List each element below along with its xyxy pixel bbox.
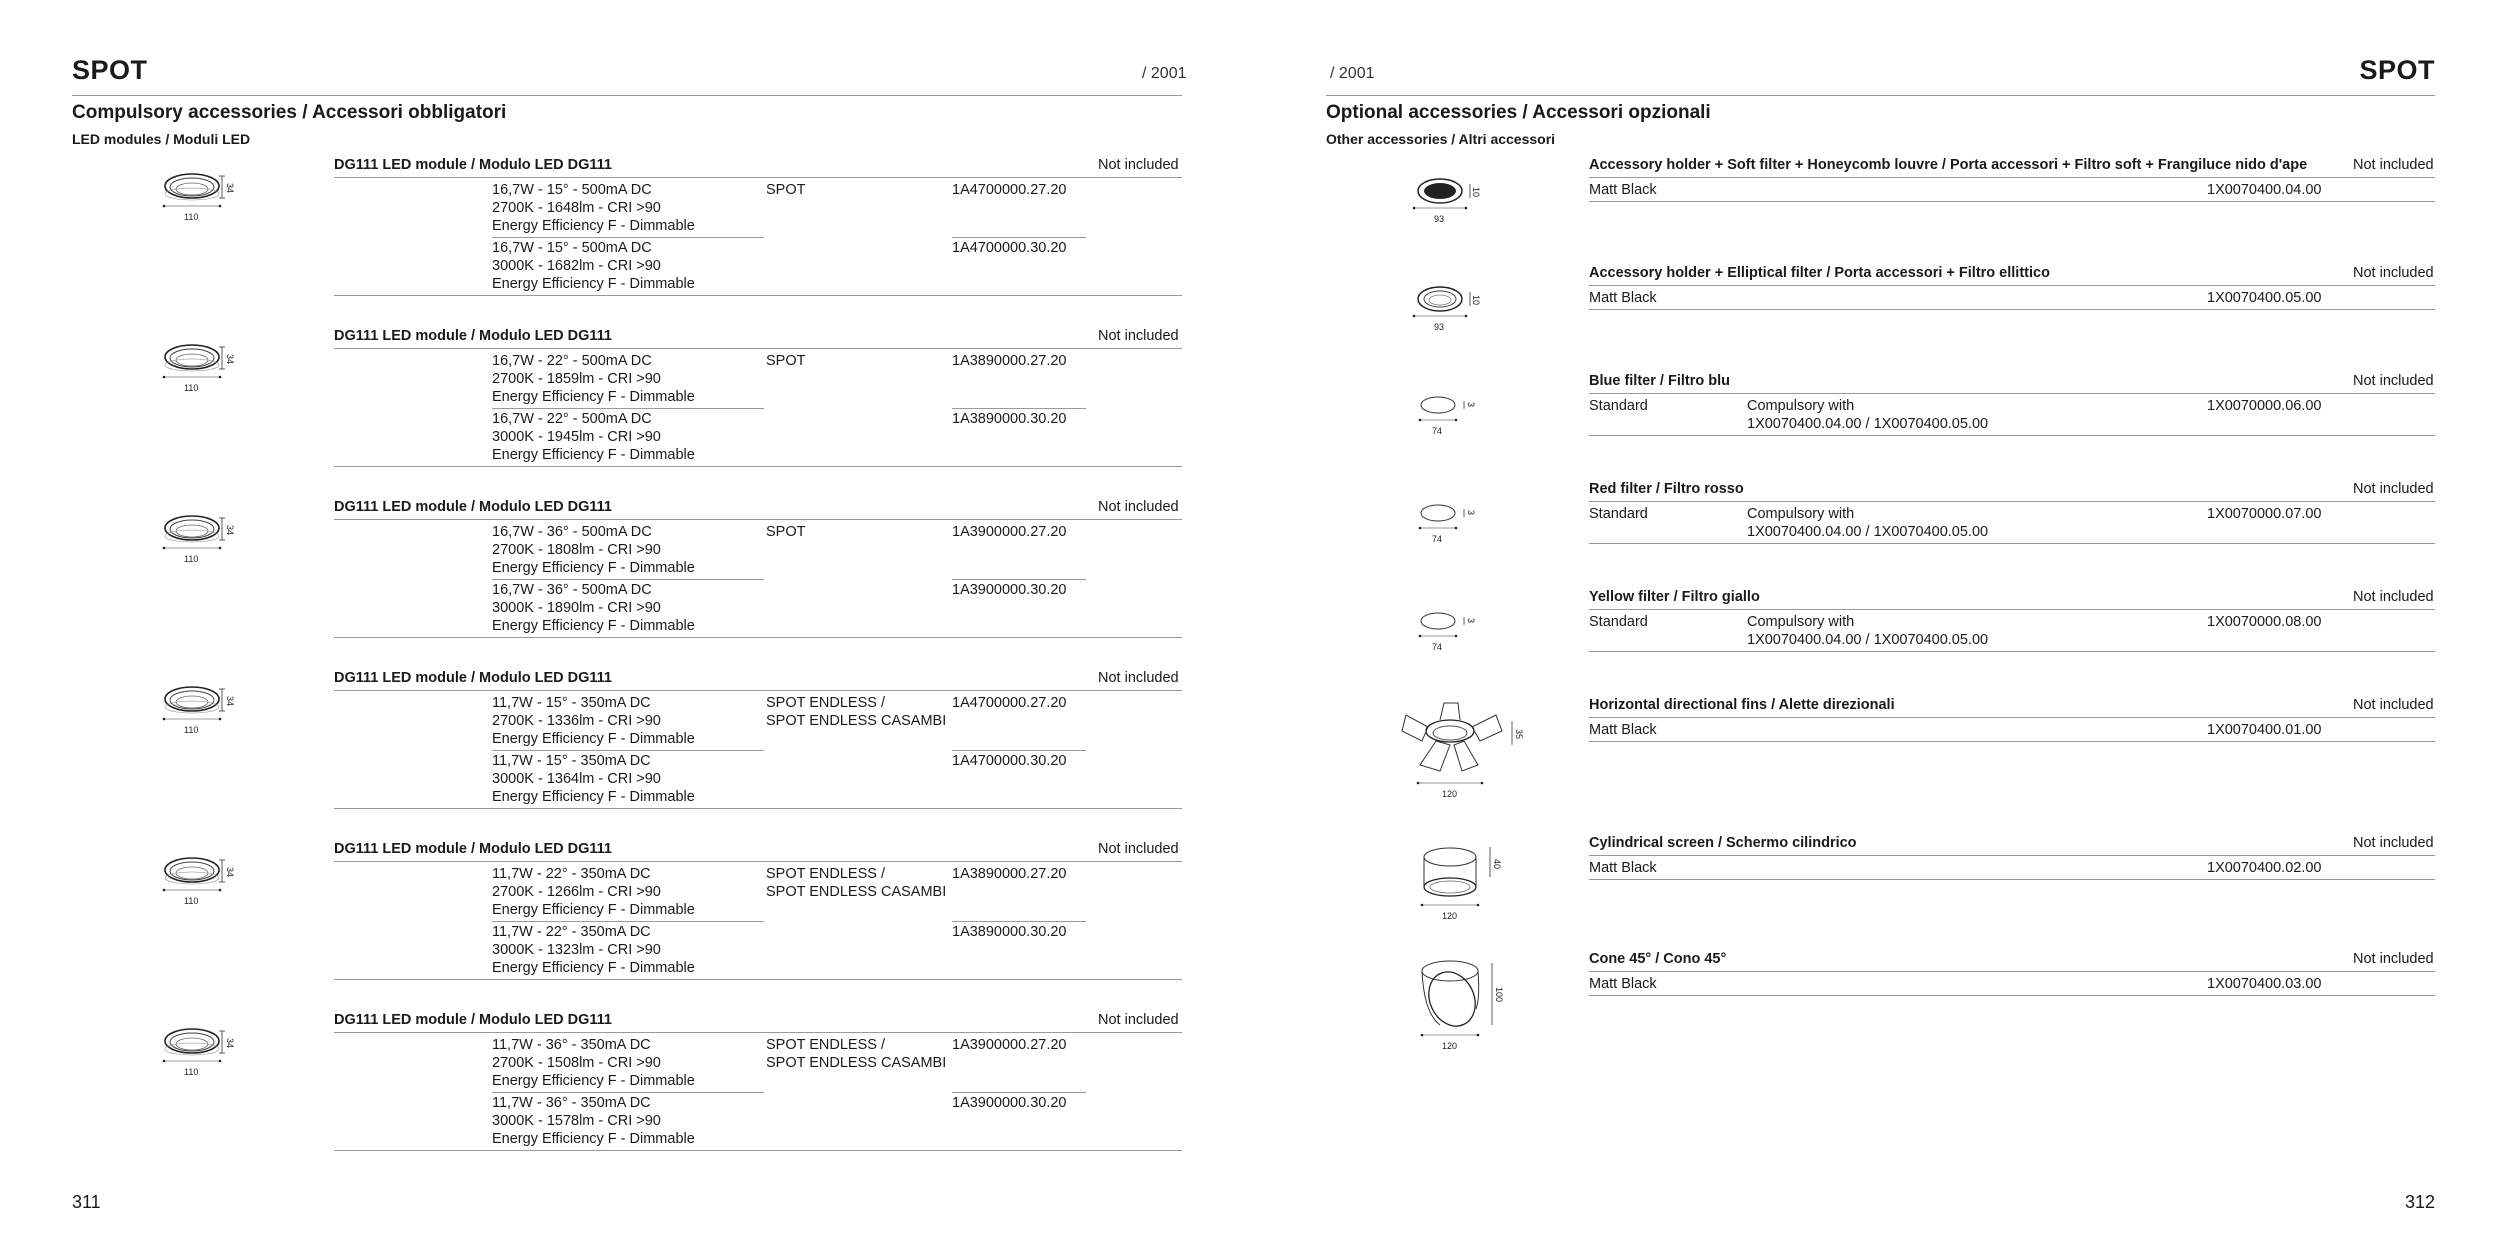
- product-family-line: SPOT: [766, 182, 806, 198]
- led-spec-block: [492, 352, 695, 406]
- led-module-drawing-icon: [150, 675, 260, 750]
- led-spec-line: 16,7W - 22° - 500mA DC: [492, 353, 652, 369]
- product-code: 1A3890000.27.20: [952, 353, 1067, 369]
- led-module-title: DG111 LED module / Modulo LED DG111: [334, 670, 612, 686]
- filter-disc-icon: [1392, 491, 1532, 551]
- item-bottom-rule: [1589, 543, 2435, 544]
- screen-width-label: 120: [1442, 911, 1458, 921]
- product-family-label: [766, 694, 946, 730]
- led-spec-block: [492, 1036, 695, 1090]
- led-module-drawing-icon: [150, 162, 260, 237]
- group-bottom-rule: [334, 637, 1182, 638]
- accessory-title: Accessory holder + Elliptical filter / Porta accessori + Filtro ellittico: [1589, 265, 2050, 281]
- led-spec-line: 2700K - 1808lm - CRI >90: [492, 542, 661, 558]
- led-spec-line: 11,7W - 36° - 350mA DC: [492, 1095, 651, 1111]
- led-spec-line: Energy Efficiency F - Dimmable: [492, 618, 695, 634]
- led-spec-line: 16,7W - 36° - 500mA DC: [492, 582, 652, 598]
- led-spec-line: Energy Efficiency F - Dimmable: [492, 731, 695, 747]
- left-brand-title: SPOT: [72, 55, 148, 85]
- group-header-rule: [334, 519, 1182, 520]
- row-divider: [492, 750, 764, 751]
- filter-thickness-label: 3: [1466, 402, 1476, 408]
- led-module-title: DG111 LED module / Modulo LED DG111: [334, 499, 612, 515]
- led-spec-line: 16,7W - 36° - 500mA DC: [492, 524, 652, 540]
- included-status-label: Not included: [1098, 841, 1179, 857]
- product-family-line: SPOT ENDLESS /: [766, 1037, 885, 1053]
- right-brand-title: SPOT: [2359, 55, 2435, 85]
- led-spec-line: 11,7W - 36° - 350mA DC: [492, 1037, 651, 1053]
- product-code: 1A3900000.30.20: [952, 582, 1067, 598]
- led-spec-line: 3000K - 1682lm - CRI >90: [492, 258, 661, 274]
- fins-width-label: 120: [1442, 789, 1458, 799]
- item-header-rule: [1589, 717, 2435, 718]
- led-spec-block: [492, 923, 695, 977]
- led-spec-line: 11,7W - 15° - 350mA DC: [492, 753, 651, 769]
- led-spec-block: [492, 865, 695, 919]
- product-family-label: [766, 1036, 946, 1072]
- led-spec-line: 16,7W - 15° - 500mA DC: [492, 240, 652, 256]
- product-code: 1A4700000.27.20: [952, 182, 1067, 198]
- included-status-label: Not included: [2353, 481, 2434, 497]
- led-spec-line: 11,7W - 22° - 350mA DC: [492, 866, 651, 882]
- group-bottom-rule: [334, 295, 1182, 296]
- product-family-line: SPOT: [766, 524, 806, 540]
- item-bottom-rule: [1589, 879, 2435, 880]
- included-status-label: Not included: [1098, 670, 1179, 686]
- included-status-label: Not included: [1098, 157, 1179, 173]
- led-module-title: DG111 LED module / Modulo LED DG111: [334, 157, 612, 173]
- led-module-title: DG111 LED module / Modulo LED DG111: [334, 328, 612, 344]
- led-spec-line: Energy Efficiency F - Dimmable: [492, 902, 695, 918]
- led-module-height-label: 34: [225, 525, 235, 536]
- led-spec-line: 11,7W - 22° - 350mA DC: [492, 924, 651, 940]
- item-bottom-rule: [1589, 741, 2435, 742]
- accessory-height-label: 10: [1471, 187, 1481, 198]
- group-bottom-rule: [334, 979, 1182, 980]
- led-spec-line: 16,7W - 22° - 500mA DC: [492, 411, 652, 427]
- led-spec-block: [492, 239, 695, 293]
- included-status-label: Not included: [1098, 328, 1179, 344]
- led-spec-block: [492, 410, 695, 464]
- product-family-line: SPOT: [766, 353, 806, 369]
- led-module-drawing-icon: [150, 1017, 260, 1092]
- included-status-label: Not included: [2353, 265, 2434, 281]
- led-module-height-label: 34: [225, 183, 235, 194]
- item-header-rule: [1589, 501, 2435, 502]
- left-reference-code: / 2001: [1142, 65, 1187, 82]
- led-module-height-label: 34: [225, 696, 235, 707]
- item-header-rule: [1589, 285, 2435, 286]
- group-bottom-rule: [334, 808, 1182, 809]
- led-module-height-label: 34: [225, 867, 235, 878]
- accessory-title: Blue filter / Filtro blu: [1589, 373, 1730, 389]
- product-code: 1A3900000.27.20: [952, 1037, 1067, 1053]
- product-code: 1X0070000.08.00: [2207, 614, 2322, 630]
- item-bottom-rule: [1589, 201, 2435, 202]
- led-spec-line: Energy Efficiency F - Dimmable: [492, 447, 695, 463]
- compatibility-line: Compulsory with: [1747, 398, 1855, 414]
- item-header-rule: [1589, 855, 2435, 856]
- included-status-label: Not included: [2353, 835, 2434, 851]
- group-bottom-rule: [334, 1150, 1182, 1151]
- included-status-label: Not included: [2353, 157, 2434, 173]
- led-spec-line: Energy Efficiency F - Dimmable: [492, 1131, 695, 1147]
- product-code: 1X0070400.02.00: [2207, 860, 2322, 876]
- group-bottom-rule: [334, 466, 1182, 467]
- product-family-line: SPOT ENDLESS CASAMBI: [766, 884, 947, 900]
- led-spec-line: 3000K - 1323lm - CRI >90: [492, 942, 661, 958]
- product-code: 1X0070000.07.00: [2207, 506, 2322, 522]
- led-spec-line: Energy Efficiency F - Dimmable: [492, 218, 695, 234]
- product-code: 1A4700000.30.20: [952, 240, 1067, 256]
- item-bottom-rule: [1589, 435, 2435, 436]
- filter-disc-icon: [1392, 383, 1532, 443]
- led-module-drawing-icon: [150, 846, 260, 921]
- led-spec-line: 11,7W - 15° - 350mA DC: [492, 695, 651, 711]
- compatibility-line: 1X0070400.04.00 / 1X0070400.05.00: [1747, 632, 1989, 648]
- accessory-title: Yellow filter / Filtro giallo: [1589, 589, 1760, 605]
- led-spec-block: [492, 1094, 695, 1148]
- led-module-drawing-icon: [150, 504, 260, 579]
- led-spec-line: Energy Efficiency F - Dimmable: [492, 560, 695, 576]
- item-bottom-rule: [1589, 309, 2435, 310]
- included-status-label: Not included: [2353, 951, 2434, 967]
- finish-label: Matt Black: [1589, 976, 1657, 992]
- filter-width-label: 74: [1432, 426, 1443, 436]
- product-code: 1A3900000.30.20: [952, 1095, 1067, 1111]
- finish-label: Standard: [1589, 506, 1648, 522]
- accessory-title: Horizontal directional fins / Alette direzionali: [1589, 697, 1895, 713]
- row-divider: [492, 408, 764, 409]
- led-spec-line: 2700K - 1648lm - CRI >90: [492, 200, 661, 216]
- item-header-rule: [1589, 971, 2435, 972]
- led-spec-block: [492, 181, 695, 235]
- finish-label: Matt Black: [1589, 860, 1657, 876]
- left-page-number: 311: [72, 1192, 101, 1212]
- row-divider: [492, 579, 764, 580]
- led-module-title: DG111 LED module / Modulo LED DG111: [334, 841, 612, 857]
- led-spec-line: 3000K - 1578lm - CRI >90: [492, 1113, 661, 1129]
- group-header-rule: [334, 861, 1182, 862]
- accessory-holder-icon: [1392, 275, 1532, 335]
- left-section-subtitle: LED modules / Moduli LED: [72, 131, 251, 147]
- accessory-title: Cone 45° / Cono 45°: [1589, 951, 1727, 967]
- left-section-title: Compulsory accessories / Accessori obbligatori: [72, 102, 507, 123]
- row-divider: [952, 750, 1086, 751]
- row-divider: [952, 408, 1086, 409]
- group-header-rule: [334, 177, 1182, 178]
- filter-thickness-label: 3: [1466, 618, 1476, 624]
- compatibility-line: 1X0070400.04.00 / 1X0070400.05.00: [1747, 416, 1989, 432]
- compatibility-note: [1747, 505, 1988, 541]
- right-page-number: 312: [2404, 1192, 2435, 1212]
- finish-label: Standard: [1589, 614, 1648, 630]
- product-family-label: [766, 865, 946, 901]
- row-divider: [952, 1092, 1086, 1093]
- screen-height-label: 40: [1492, 859, 1502, 870]
- row-divider: [952, 237, 1086, 238]
- led-spec-line: 3000K - 1890lm - CRI >90: [492, 600, 661, 616]
- led-module-width-label: 110: [184, 212, 199, 222]
- product-code: 1A3890000.30.20: [952, 924, 1067, 940]
- product-code: 1X0070400.04.00: [2207, 182, 2322, 198]
- included-status-label: Not included: [1098, 1012, 1179, 1028]
- led-spec-line: 3000K - 1945lm - CRI >90: [492, 429, 661, 445]
- cone-45-icon: [1392, 949, 1532, 1055]
- led-module-width-label: 110: [184, 554, 199, 564]
- product-code: 1X0070000.06.00: [2207, 398, 2322, 414]
- item-header-rule: [1589, 177, 2435, 178]
- led-spec-line: 2700K - 1508lm - CRI >90: [492, 1055, 661, 1071]
- item-bottom-rule: [1589, 651, 2435, 652]
- product-code: 1A3900000.27.20: [952, 524, 1067, 540]
- finish-label: Matt Black: [1589, 290, 1657, 306]
- finish-label: Matt Black: [1589, 182, 1657, 198]
- product-family-line: SPOT ENDLESS /: [766, 866, 885, 882]
- led-module-width-label: 110: [184, 383, 199, 393]
- led-module-width-label: 110: [184, 725, 199, 735]
- led-spec-line: Energy Efficiency F - Dimmable: [492, 789, 695, 805]
- product-family-line: SPOT ENDLESS CASAMBI: [766, 1055, 947, 1071]
- included-status-label: Not included: [2353, 589, 2434, 605]
- item-bottom-rule: [1589, 995, 2435, 996]
- led-module-width-label: 110: [184, 896, 199, 906]
- group-header-rule: [334, 690, 1182, 691]
- led-spec-line: 2700K - 1266lm - CRI >90: [492, 884, 661, 900]
- led-spec-line: Energy Efficiency F - Dimmable: [492, 960, 695, 976]
- accessory-width-label: 93: [1434, 214, 1445, 224]
- led-spec-line: 16,7W - 15° - 500mA DC: [492, 182, 652, 198]
- cone-width-label: 120: [1442, 1041, 1458, 1051]
- product-code: 1X0070400.03.00: [2207, 976, 2322, 992]
- led-spec-line: Energy Efficiency F - Dimmable: [492, 276, 695, 292]
- product-family-label: [766, 181, 805, 199]
- led-spec-line: 2700K - 1336lm - CRI >90: [492, 713, 661, 729]
- accessory-title: Red filter / Filtro rosso: [1589, 481, 1744, 497]
- accessory-holder-dark-icon: [1392, 167, 1532, 227]
- left-header-rule: [72, 95, 1182, 96]
- product-family-label: [766, 352, 805, 370]
- filter-thickness-label: 3: [1466, 510, 1476, 516]
- product-code: 1A3890000.27.20: [952, 866, 1067, 882]
- accessory-title: Accessory holder + Soft filter + Honeycomb louvre / Porta accessori + Filtro soft + Frangiluce nido d'ape: [1589, 157, 2308, 173]
- right-section-title: Optional accessories / Accessori opzionali: [1326, 102, 1711, 123]
- row-divider: [952, 579, 1086, 580]
- included-status-label: Not included: [2353, 373, 2434, 389]
- product-code: 1X0070400.01.00: [2207, 722, 2322, 738]
- led-module-height-label: 34: [225, 354, 235, 365]
- filter-disc-icon: [1392, 599, 1532, 659]
- item-header-rule: [1589, 609, 2435, 610]
- row-divider: [492, 921, 764, 922]
- included-status-label: Not included: [1098, 499, 1179, 515]
- compatibility-note: [1747, 613, 1988, 649]
- led-spec-block: [492, 752, 695, 806]
- product-code: 1A3890000.30.20: [952, 411, 1067, 427]
- led-module-title: DG111 LED module / Modulo LED DG111: [334, 1012, 612, 1028]
- accessory-width-label: 93: [1434, 322, 1445, 332]
- accessory-height-label: 10: [1471, 295, 1481, 306]
- product-family-line: SPOT ENDLESS CASAMBI: [766, 713, 947, 729]
- led-spec-block: [492, 523, 695, 577]
- item-header-rule: [1589, 393, 2435, 394]
- row-divider: [492, 1092, 764, 1093]
- product-family-line: SPOT ENDLESS /: [766, 695, 885, 711]
- product-code: 1X0070400.05.00: [2207, 290, 2322, 306]
- led-module-drawing-icon: [150, 333, 260, 408]
- filter-width-label: 74: [1432, 642, 1443, 652]
- led-spec-line: 3000K - 1364lm - CRI >90: [492, 771, 661, 787]
- compatibility-line: 1X0070400.04.00 / 1X0070400.05.00: [1747, 524, 1989, 540]
- group-header-rule: [334, 348, 1182, 349]
- led-module-width-label: 110: [184, 1067, 199, 1077]
- cone-height-label: 100: [1494, 987, 1504, 1003]
- right-reference-code: / 2001: [1330, 65, 1375, 82]
- led-spec-block: [492, 694, 695, 748]
- led-spec-line: Energy Efficiency F - Dimmable: [492, 1073, 695, 1089]
- led-spec-block: [492, 581, 695, 635]
- row-divider: [492, 237, 764, 238]
- group-header-rule: [334, 1032, 1182, 1033]
- right-section-subtitle: Other accessories / Altri accessori: [1326, 131, 1556, 147]
- row-divider: [952, 921, 1086, 922]
- finish-label: Matt Black: [1589, 722, 1657, 738]
- finish-label: Standard: [1589, 398, 1648, 414]
- directional-fins-icon: [1392, 693, 1532, 803]
- led-spec-line: Energy Efficiency F - Dimmable: [492, 389, 695, 405]
- accessory-title: Cylindrical screen / Schermo cilindrico: [1589, 835, 1857, 851]
- included-status-label: Not included: [2353, 697, 2434, 713]
- led-spec-line: 2700K - 1859lm - CRI >90: [492, 371, 661, 387]
- cylindrical-screen-icon: [1392, 833, 1532, 925]
- filter-width-label: 74: [1432, 534, 1443, 544]
- product-family-label: [766, 523, 805, 541]
- product-code: 1A4700000.30.20: [952, 753, 1067, 769]
- right-header-rule: [1326, 95, 2435, 96]
- led-module-height-label: 34: [225, 1038, 235, 1049]
- compatibility-line: Compulsory with: [1747, 614, 1855, 630]
- compatibility-note: [1747, 397, 1988, 433]
- product-code: 1A4700000.27.20: [952, 695, 1067, 711]
- compatibility-line: Compulsory with: [1747, 506, 1855, 522]
- fins-height-label: 35: [1514, 729, 1524, 740]
